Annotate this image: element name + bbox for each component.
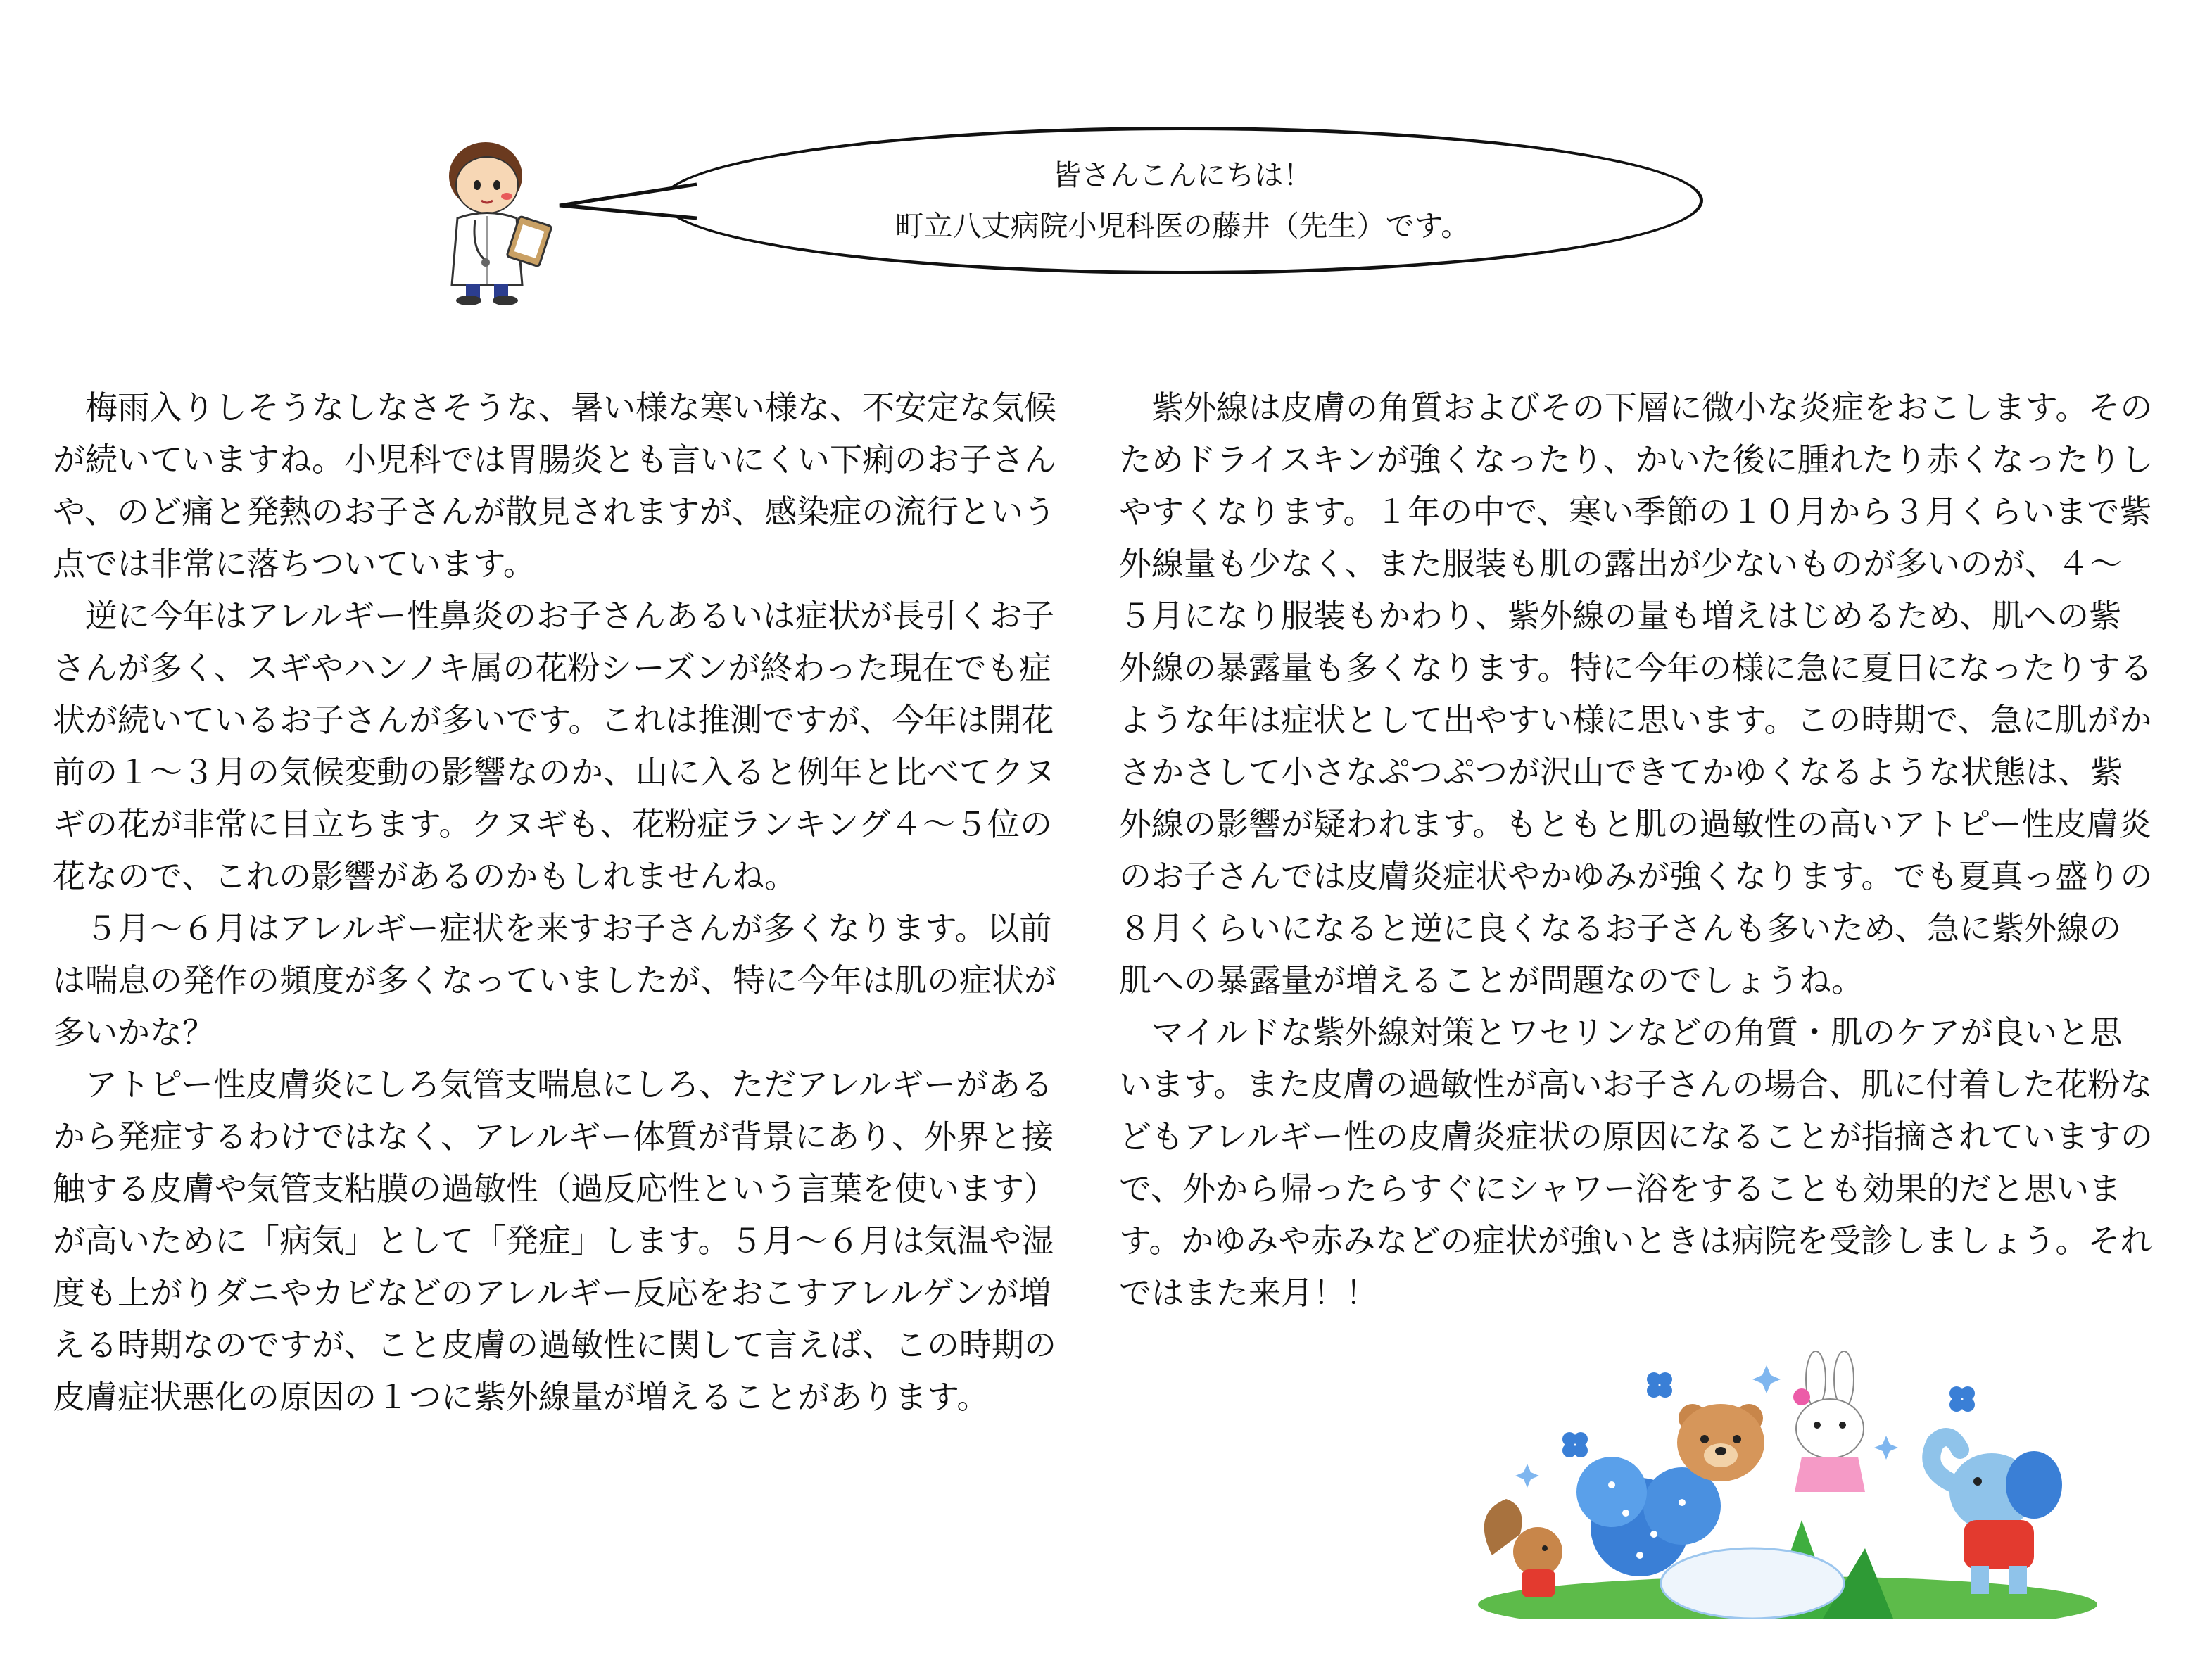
animals-hydrangea-illustration [1471,1351,2104,1619]
left-column [53,381,1070,1423]
doctor-illustration [422,137,570,306]
left-paragraph-1: 梅雨入りしそうなしなさそうな、暑い様な寒い様な、不安定な気候が続いていますね。小児科では胃腸炎とも言いにくい下痢のお子さんや、のど痛と発熱のお子さんが散見されますが、感染症の流行という点では非常に落ちついています。 [53,388,1056,583]
left-paragraph-4: アトピー性皮膚炎にしろ気管支喘息にしろ、ただアレルギーがあるから発症するわけではなく、アレルギー体質が背景にあり、外界と接触する皮膚や気管支粘膜の過敏性（過反応性という言葉を使います）が高いために「病気」として「発症」します。５月～６月は気温や湿度も上がりダニやカビなどのアレルギー反応をおこすアレルゲンが増える時期なのですが、こと皮膚の過敏性に関して言えば、この時期の皮膚症状悪化の原因の１つに紫外線量が増えることがあります。 [53,1065,1056,1416]
speech-bubble-tail [556,169,697,239]
left-paragraph-2: 逆に今年はアレルギー性鼻炎のお子さんあるいは症状が長引くお子さんが多く、スギやハンノキ属の花粉シーズンが終わった現在でも症状が続いているお子さんが多いです。これは推測ですが、今年は開花前の１～３月の気候変動の影響なのか、山に入ると例年と比べてクヌギの花が非常に目立ちます。クヌギも、花粉症ランキング４～５位の花なので、これの影響があるのかもしれませんね。 [53,597,1056,895]
greeting-line-2: 町立八丈病院小児科医の藤井（先生）です。 [895,209,1470,243]
speech-bubble [662,127,1703,274]
right-paragraph-1: 紫外線は皮膚の角質およびその下層に微小な炎症をおこします。そのためドライスキンが強くなったり、かいた後に腫れたり赤くなったりしやすくなります。１年の中で、寒い季節の１０月から３月くらいまで紫外線量も少なく、また服装も肌の露出が少ないものが多いのが、４～５月になり服装もかわり、紫外線の量も増えはじめるため、肌への紫外線の暴露量も多くなります。特に今年の様に急に夏日になったりするような年は症状として出やすい様に思います。この時期で、急に肌がかさかさして小さなぷつぷつが沢山できてかゆくなるような状態は、紫外線の影響が疑われます。もともと肌の過敏性の高いアトピー性皮膚炎のお子さんでは皮膚炎症状やかゆみが強くなります。でも夏真っ盛りの８月くらいになると逆に良くなるお子さんも多いため、急に紫外線の肌への暴露量が増えることが問題なのでしょうね。 [1119,388,2154,999]
greeting-line-1: 皆さんこんにちは！ [1052,158,1313,192]
right-column [1119,381,2154,1319]
right-paragraph-2: マイルドな紫外線対策とワセリンなどの角質・肌のケアが良いと思います。また皮膚の過敏性が高いお子さんの場合、肌に付着した花粉などもアレルギー性の皮膚炎症状の原因になることが指摘されていますので、外から帰ったらすぐにシャワー浴をすることも効果的だと思います。かゆみや赤みなどの症状が強いときは病院を受診しましょう。それではまた来月！！ [1119,1013,2154,1312]
left-paragraph-3: ５月～６月はアレルギー症状を来すお子さんが多くなります。以前は喘息の発作の頻度が多くなっていましたが、特に今年は肌の症状が多いかな？ [53,909,1056,1051]
